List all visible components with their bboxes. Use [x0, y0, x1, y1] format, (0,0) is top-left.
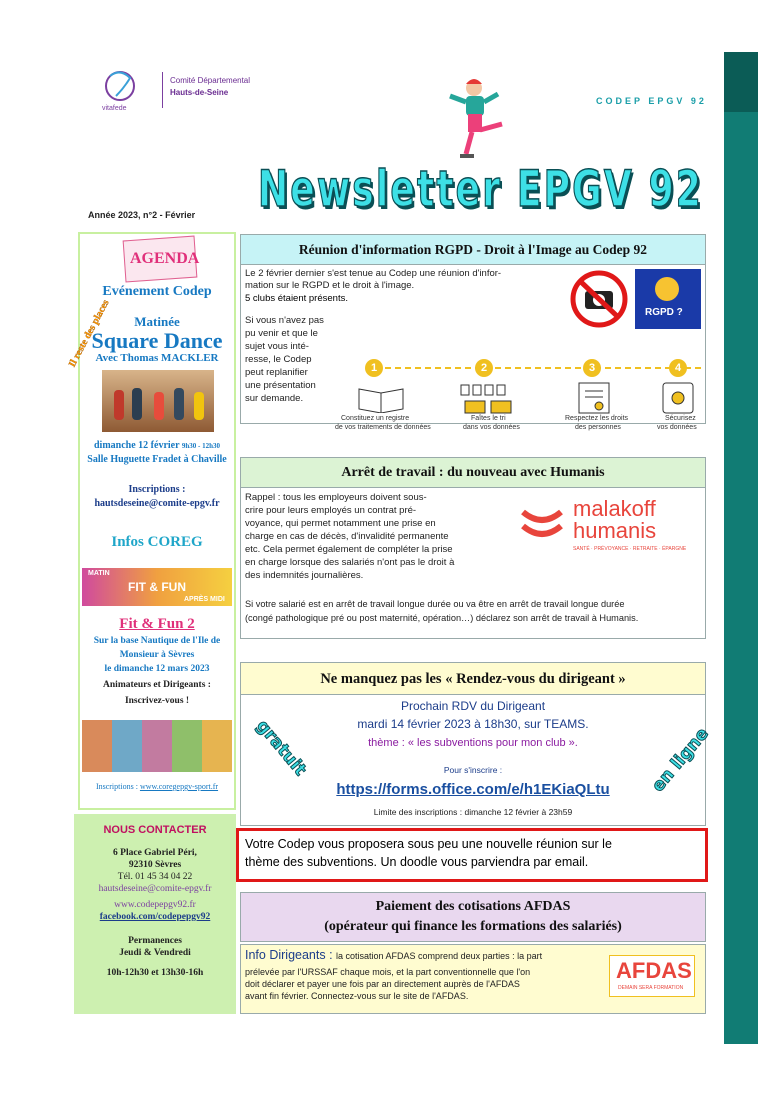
step-label-3b: des personnes — [575, 424, 621, 431]
logo-tagline: SANTÉ · PRÉVOYANCE · RETRAITE · ÉPARGNE — [573, 546, 687, 552]
step-number: 1 — [365, 359, 383, 377]
codep-tag: CODEP EPGV 92 — [596, 96, 707, 106]
subventions-line2: thème des subventions. Un doodle vous parviendra par email. — [245, 855, 589, 869]
step-label-4b: vos données — [657, 424, 697, 431]
afdas-title1: Paiement des cotisations AFDAS — [375, 899, 571, 914]
thinking-face-icon — [655, 277, 679, 301]
gratuit-sticker: gratuit — [252, 716, 311, 780]
event-date: dimanche 12 février — [94, 440, 180, 451]
rgpd-eu-badge — [635, 269, 701, 329]
rgpd-body6: une présentation — [245, 380, 316, 391]
rdv-title-bar — [240, 662, 706, 696]
codep-logo — [96, 66, 316, 114]
fit-inscriptions — [80, 782, 234, 791]
event-place: Salle Huguette Fradet à Chaville — [87, 454, 227, 465]
step-label-2a: Faîtes le tri — [471, 415, 506, 422]
afdas-p3: doit déclarer et payer une fois par an directement auprès de l'AFDAS — [245, 979, 520, 989]
rdv-line2: mardi 14 février 2023 à 18h30, sur TEAMS. — [357, 717, 589, 731]
afdas-logo — [609, 955, 695, 997]
sort-files-icon — [459, 383, 519, 415]
afdas-p1: la cotisation AFDAS comprend deux parties : la part — [336, 951, 543, 961]
humanis-p1-line5: etc. Cela permet également de compléter la prise — [245, 544, 453, 555]
malakoff-arcs-icon — [519, 502, 565, 542]
afdas-title2: (opérateur qui finance les formations des salariés) — [324, 919, 622, 934]
fit-line2: Monsieur à Sèvres — [119, 650, 195, 660]
rdv-form-link[interactable]: https://forms.office.com/e/h1EKiaQLtu — [336, 781, 610, 798]
rgpd-badge-label: RGPD ? — [645, 307, 683, 318]
rgpd-intro3: 5 clubs étaient présents. — [245, 293, 348, 304]
places-sticker: Il reste des places — [66, 298, 112, 369]
fit-banner-matin: MATIN — [88, 570, 110, 577]
contact-website[interactable]: www.codepepgv92.fr — [114, 900, 196, 910]
afdas-logo-sub: DEMAIN SERA FORMATION — [618, 985, 684, 991]
humanis-body — [240, 487, 706, 639]
step-label-1a: Constituez un registre — [341, 415, 410, 422]
malakoff-humanis-logo — [519, 496, 689, 558]
agenda-sidebar — [66, 232, 236, 810]
humanis-p2-line1: Si votre salarié est en arrêt de travail longue durée ou va être en arrêt de travail longue durée — [245, 599, 625, 609]
step-label-3a: Respectez les droits — [565, 415, 629, 422]
rdv-line3: thème : « les subventions pour mon club ». — [368, 737, 578, 749]
coreg-heading: Infos COREG — [111, 534, 203, 550]
vitafede-logo-icon — [96, 66, 156, 114]
humanis-p1-line2: crire pour leurs employés un contrat pré- — [245, 505, 417, 516]
newsletter-title: Newsletter EPGV 92 — [258, 160, 704, 218]
afdas-p1-line — [245, 949, 542, 963]
rgpd-title: Réunion d'information RGPD - Droit à l'Image au Codep 92 — [298, 242, 648, 257]
inscriptions-email[interactable]: hautsdeseine@comite-epgv.fr — [94, 498, 220, 509]
rgpd-intro1: Le 2 février dernier s'est tenue au Codep une réunion d'infor- — [245, 268, 502, 279]
event-heading: Evénement Codep — [102, 284, 212, 299]
step-label-4a: Sécurisez — [665, 415, 696, 422]
afdas-lead: Info Dirigeants : — [245, 948, 337, 962]
no-photo-icon — [567, 269, 631, 329]
agenda-calendar-icon — [124, 238, 200, 278]
fit-banner-after: APRÈS MIDI — [184, 596, 225, 603]
logo-line-2: Hauts-de-Seine — [170, 88, 229, 97]
rgpd-body1: Si vous n'avez pas — [245, 315, 324, 326]
fit-banner-title: FIT & FUN — [128, 580, 186, 594]
logo-humanis-text: humanis — [573, 518, 657, 543]
afdas-p4: avant fin février. Connectez-vous sur le site de l'AFDAS. — [245, 991, 469, 1001]
fit-inscr-label: Inscriptions : — [95, 782, 140, 791]
logo-divider — [162, 72, 163, 108]
ice-skater-illustration — [432, 74, 512, 164]
rdv-limit: Limite des inscriptions : dimanche 12 février à 23h59 — [373, 807, 573, 817]
step-number: 3 — [583, 359, 601, 377]
en-ligne-sticker: en ligne — [648, 724, 713, 796]
rgpd-title-bar — [240, 234, 706, 266]
rdv-body — [240, 694, 706, 826]
logo-line-1: Comité Départemental — [170, 76, 251, 85]
event-title-line1: Matinée — [134, 314, 180, 329]
logo-brand-text: vitafede — [102, 105, 127, 112]
afdas-body — [240, 944, 706, 1014]
event-title-line3: Avec Thomas MACKLER — [95, 352, 219, 364]
fit-activities-photos — [82, 720, 232, 772]
newsletter-page — [52, 52, 724, 1044]
humanis-p1-line3: voyance, qui permet notamment une prise en — [245, 518, 436, 529]
contact-phone: Tél. 01 45 34 04 22 — [117, 872, 193, 882]
humanis-title-bar — [240, 457, 706, 489]
fit-fun-banner — [82, 568, 232, 606]
fit-line4: Animateurs et Dirigeants : — [103, 680, 211, 690]
humanis-p1-line1: Rappel : tous les employeurs doivent sous- — [245, 492, 427, 503]
register-book-icon — [357, 383, 407, 413]
humanis-p1-line7: des indemnités journalières. — [245, 570, 364, 581]
subventions-line1: Votre Codep vous proposera sous peu une nouvelle réunion sur le — [245, 837, 612, 851]
contact-facebook[interactable]: facebook.com/codepepgv92 — [99, 912, 211, 922]
humanis-p1-line6: en charge lorsque des salariés n'ont pas le droit à — [245, 557, 455, 568]
afdas-p2: prélevée par l'URSSAF chaque mois, et la part conventionnelle que l'on — [245, 967, 531, 977]
contact-panel — [74, 814, 236, 1014]
issue-label: Année 2023, n°2 - Février — [88, 210, 196, 220]
humanis-p1-line4: charge en cas de décès, d'invalidité permanente — [245, 531, 449, 542]
fit-line1: Sur la base Nautique de l'Ile de — [93, 636, 221, 646]
event-title-line2: Square Dance — [91, 328, 223, 353]
inscriptions-label: Inscriptions : — [128, 484, 186, 495]
steps-connector — [375, 367, 701, 370]
step-label-1b: de vos traitements de données — [335, 424, 431, 431]
rgpd-body5: peut replanifier — [245, 367, 308, 378]
permanences-days: Jeudi & Vendredi — [119, 948, 191, 958]
afdas-logo-text: AFDAS — [616, 958, 692, 983]
logo-malakoff-text: malakoff — [573, 496, 656, 521]
rdv-inscr-label: Pour s'inscrire : — [443, 765, 503, 775]
rgpd-body2: pu venir et que le — [245, 328, 318, 339]
rgpd-body4: resse, le Codep — [245, 354, 312, 365]
rdv-line1: Prochain RDV du Dirigeant — [400, 699, 546, 713]
permanences-label: Permanences — [128, 936, 182, 946]
step-number: 4 — [669, 359, 687, 377]
fit-inscr-link[interactable]: www.coregepgv-sport.fr — [139, 782, 219, 791]
humanis-p2-line2: (congé pathologique pré ou post maternité, opération…) déclarez son arrêt de travail à Humanis. — [245, 613, 639, 623]
step-label-2b: dans vos données — [463, 424, 520, 431]
event-date-line — [80, 440, 234, 451]
contact-address1: 6 Place Gabriel Péri, — [113, 848, 197, 858]
rdv-title: Ne manquez pas les « Rendez-vous du dirigeant » — [320, 671, 626, 687]
rgpd-body — [240, 264, 706, 431]
afdas-title-bar — [240, 892, 706, 942]
humanis-title: Arrêt de travail : du nouveau avec Humanis — [341, 465, 605, 480]
certificate-icon — [577, 381, 613, 415]
agenda-label: AGENDA — [130, 250, 200, 267]
permanences-hours: 10h-12h30 et 13h30-16h — [106, 968, 204, 978]
square-dance-photo — [102, 370, 214, 432]
subventions-notice — [236, 828, 708, 882]
rgpd-body3: sujet vous inté- — [245, 341, 309, 352]
fit-line5: Inscrivez-vous ! — [124, 696, 190, 706]
event-time: 9h30 - 12h30 — [181, 442, 220, 450]
contact-heading: NOUS CONTACTER — [103, 824, 207, 836]
fit-line3: le dimanche 12 mars 2023 — [104, 664, 210, 674]
step-number: 2 — [475, 359, 493, 377]
safe-icon — [661, 381, 697, 415]
contact-address2: 92310 Sèvres — [128, 860, 182, 870]
contact-email[interactable]: hautsdeseine@comite-epgv.fr — [98, 884, 212, 894]
fit-title: Fit & Fun 2 — [119, 616, 195, 632]
rgpd-intro2: mation sur le RGPD et le droit à l'image. — [245, 280, 415, 291]
rgpd-body7: sur demande. — [245, 393, 304, 404]
